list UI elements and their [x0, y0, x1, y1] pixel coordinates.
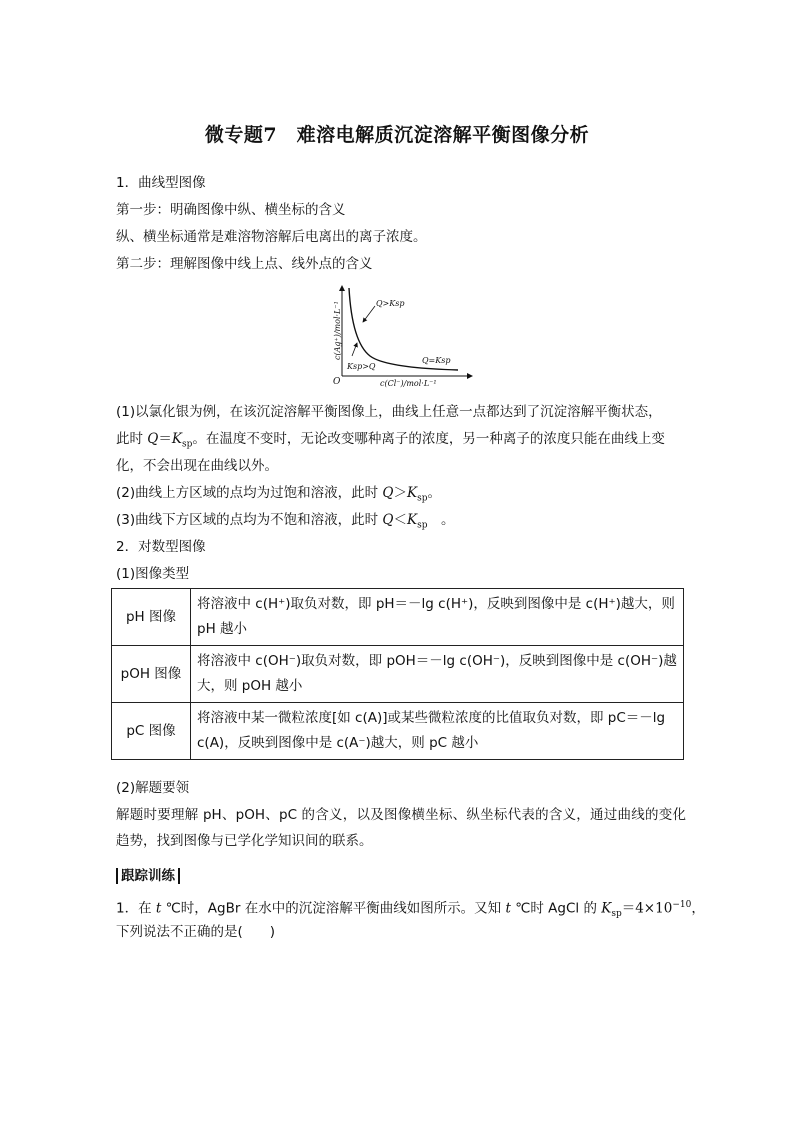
- question-text: ，: [691, 900, 705, 917]
- step-2: 第二步：理解图像中线上点、线外点的含义: [116, 256, 373, 272]
- note-1-text-cont: 。在温度不变时，无论改变哪种离子的浓度，另一种离子的浓度只能在曲线上变: [192, 431, 665, 447]
- note-3-end: 。: [427, 512, 455, 528]
- row-name: pC 图像: [112, 703, 191, 760]
- page-title: 微专题7 难溶电解质沉淀溶解平衡图像分析: [204, 124, 590, 146]
- below-pointer: [352, 343, 357, 356]
- step-1-desc: 纵、横坐标通常是难溶物溶解后电离出的离子浓度。: [116, 229, 427, 245]
- y-axis-label: c(Ag⁺)/mol·L⁻¹: [333, 301, 342, 360]
- sp-subscript: sp: [417, 493, 428, 504]
- table-row: [112, 703, 684, 760]
- log-image-types-table: [111, 588, 684, 760]
- subsection-image-types: (1)图像类型: [116, 566, 190, 582]
- q-symbol: Q: [382, 512, 394, 528]
- sp-subscript: sp: [417, 520, 428, 531]
- sp-subscript: sp: [181, 439, 193, 450]
- table-row: [112, 589, 684, 646]
- row-desc: 将溶液中 c(H⁺)取负对数，即 pH＝－lg c(H⁺)，反映到图像中是 c(H⁺)越大，则 pH 越小: [191, 589, 684, 646]
- row-name: pOH 图像: [112, 646, 191, 703]
- step-1: 第一步：明确图像中纵、横坐标的含义: [116, 202, 346, 218]
- question-text: 1．在: [116, 900, 156, 917]
- row-desc: 将溶液中 c(OH⁻)取负对数，即 pOH＝－lg c(OH⁻)，反映到图像中是 c(OH⁻)越大，则 pOH 越小: [191, 646, 684, 703]
- question-text: ℃时 AgCl 的: [510, 900, 602, 917]
- origin-label: O: [333, 377, 341, 387]
- below-region-label: Ksp>Q: [347, 362, 376, 371]
- sp-subscript: sp: [611, 909, 622, 920]
- practice-tag: 跟踪训练: [116, 868, 180, 884]
- note-1-text: 此时: [116, 431, 148, 447]
- greater-sign: ＞: [393, 485, 407, 501]
- ksp-value: ＝4×10: [621, 900, 673, 917]
- note-3-text: (3)曲线下方区域的点均为不饱和溶液，此时: [116, 512, 383, 528]
- note-2-text: (2)曲线上方区域的点均为过饱和溶液，此时: [116, 485, 383, 501]
- above-pointer: [363, 306, 375, 322]
- curve-label: Q=Ksp: [422, 356, 451, 365]
- q-symbol: Q: [147, 431, 159, 447]
- solving-tips-desc: 解题时要理解 pH、pOH、pC 的含义，以及图像横坐标、纵坐标代表的含义，通过曲线的变化趋势，找到图像与已学化学知识间的联系。: [116, 807, 686, 849]
- row-name: pH 图像: [112, 589, 191, 646]
- note-1-line-1: (1)以氯化银为例，在该沉淀溶解平衡图像上，曲线上任意一点都达到了沉淀溶解平衡状态，: [116, 404, 662, 420]
- t-symbol: t: [155, 900, 162, 917]
- note-1-line-2: [116, 429, 665, 455]
- q-symbol: Q: [382, 485, 394, 501]
- question-1-line-2: 下列说法不正确的是( ): [116, 924, 276, 940]
- question-text: ℃时，AgBr 在水中的沉淀溶解平衡曲线如图所示。又知: [161, 900, 506, 917]
- equals-sign: ＝: [158, 431, 172, 447]
- k-symbol: K: [601, 900, 612, 917]
- question-1-line-1: [116, 895, 705, 924]
- x-axis-label: c(Cl⁻)/mol·L⁻¹: [380, 379, 437, 388]
- k-symbol: K: [407, 485, 418, 501]
- section-2-heading: 2．对数型图像: [116, 539, 206, 555]
- table-row: [112, 646, 684, 703]
- k-symbol: K: [171, 431, 182, 447]
- note-2-end: 。: [427, 485, 441, 501]
- note-1-line-3: 化，不会出现在曲线以外。: [116, 458, 278, 474]
- row-desc: 将溶液中某一微粒浓度[如 c(A)]或某些微粒浓度的比值取负对数，即 pC＝－lg c(A)，反映到图像中是 c(A⁻)越大，则 pC 越小: [191, 703, 684, 760]
- section-1-heading: 1．曲线型图像: [116, 175, 206, 191]
- ksp-curve-figure: [330, 282, 480, 390]
- less-sign: ＜: [393, 512, 407, 528]
- above-region-label: Q>Ksp: [376, 299, 405, 308]
- subsection-solving-tips: (2)解题要领: [116, 780, 190, 796]
- note-3: [116, 510, 454, 536]
- ksp-exponent: −10: [672, 900, 692, 910]
- k-symbol: K: [407, 512, 418, 528]
- t-symbol: t: [505, 900, 511, 917]
- note-2: [116, 483, 441, 509]
